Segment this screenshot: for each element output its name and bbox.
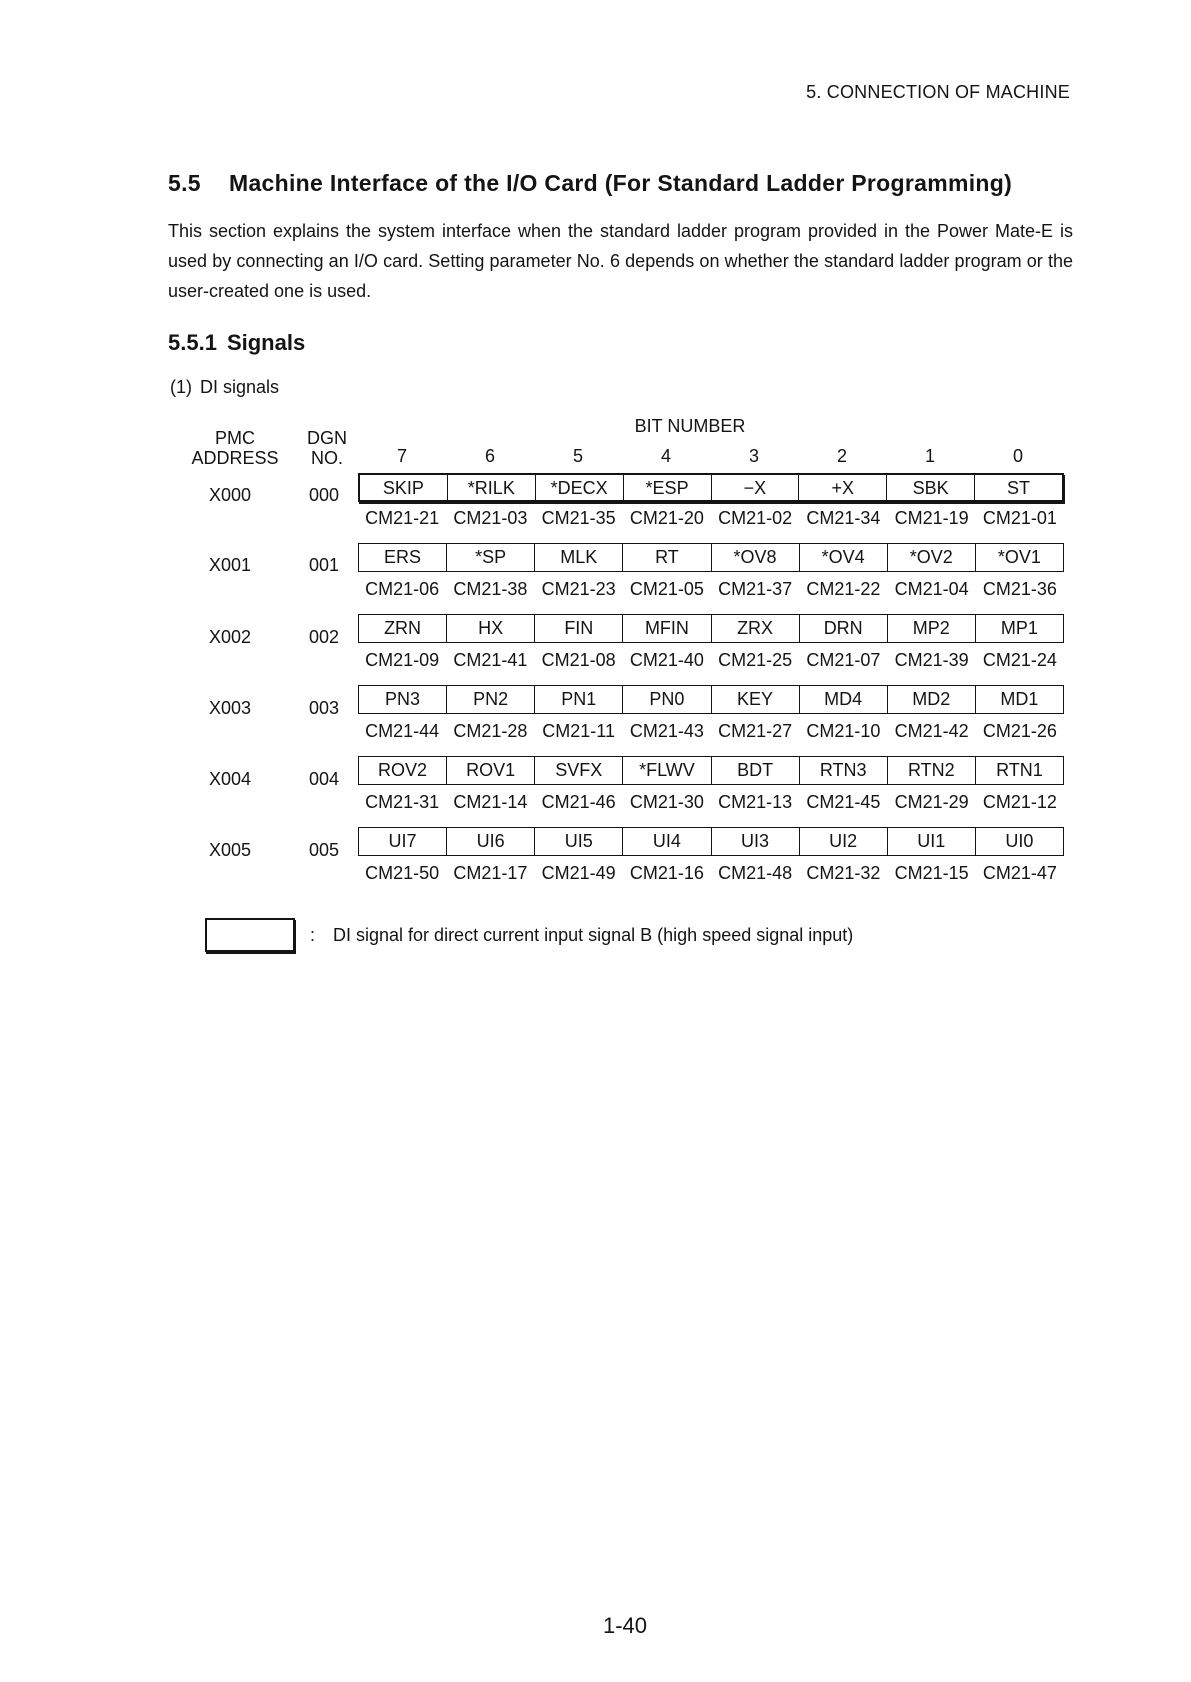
connector-pin: CM21-12 xyxy=(982,792,1057,812)
pmc-address-x001: X001 xyxy=(208,555,252,575)
connector-pin: CM21-06 xyxy=(365,579,440,599)
connector-pin: CM21-36 xyxy=(982,579,1057,599)
pmc-address-x004: X004 xyxy=(208,769,252,789)
section-title-text: Machine Interface of the I/O Card (For Standard Ladder Programming) xyxy=(229,170,1013,196)
connector-pin: CM21-42 xyxy=(894,721,969,741)
connector-pin: CM21-14 xyxy=(453,792,528,812)
dgn-no-header xyxy=(292,428,362,468)
signal-row-x005 xyxy=(358,827,1064,856)
connector-pin: CM21-09 xyxy=(365,650,440,670)
signal-cell: KEY xyxy=(712,686,800,713)
connector-pin: CM21-47 xyxy=(982,863,1057,883)
connector-pin: CM21-50 xyxy=(365,863,440,883)
signal-cell: UI3 xyxy=(712,828,800,855)
signal-cell: PN2 xyxy=(447,686,535,713)
running-header: 5. CONNECTION OF MACHINE xyxy=(806,82,1070,102)
signal-row-x003 xyxy=(358,685,1064,714)
connector-pin: CM21-20 xyxy=(629,508,704,528)
signal-cell: MD2 xyxy=(888,686,976,713)
pin-row-x005 xyxy=(358,863,1064,884)
bit-0-header: 0 xyxy=(1012,446,1023,466)
connector-pin: CM21-05 xyxy=(629,579,704,599)
section-number: 5.5 xyxy=(168,170,201,196)
pmc-address-header xyxy=(170,428,300,468)
connector-pin: CM21-40 xyxy=(629,650,704,670)
signal-cell: MD1 xyxy=(1000,689,1039,709)
connector-pin: CM21-28 xyxy=(453,721,528,741)
dgn-no-001: 001 xyxy=(308,555,340,575)
signal-cell: UI7 xyxy=(359,828,447,855)
connector-pin: CM21-11 xyxy=(542,721,615,741)
pmc-address-x000: X000 xyxy=(208,485,252,505)
connector-pin: CM21-30 xyxy=(629,792,704,812)
dgn-header-line1: DGN xyxy=(307,428,347,448)
connector-pin: CM21-24 xyxy=(982,650,1057,670)
section-title xyxy=(168,170,1012,197)
signal-cell: PN0 xyxy=(623,686,711,713)
signal-cell: *SP xyxy=(447,544,535,571)
signal-cell: PN3 xyxy=(359,686,447,713)
signal-cell: RTN1 xyxy=(996,760,1043,780)
signal-cell: PN1 xyxy=(535,686,623,713)
legend-description: DI signal for direct current input signal B (high speed signal input) xyxy=(333,925,854,945)
connector-pin: CM21-19 xyxy=(894,508,969,528)
signal-cell: *OV4 xyxy=(800,544,888,571)
list-item-number: (1) xyxy=(170,377,192,397)
signal-cell: MP1 xyxy=(1000,618,1038,638)
di-signals-label xyxy=(170,377,279,398)
pin-row-x002 xyxy=(358,650,1064,671)
bit-4-header: 4 xyxy=(660,446,671,466)
signal-cell: ZRX xyxy=(712,615,800,642)
connector-pin: CM21-08 xyxy=(541,650,616,670)
connector-pin: CM21-41 xyxy=(453,650,528,670)
pmc-address-x003: X003 xyxy=(208,698,252,718)
dgn-no-000: 000 xyxy=(308,485,340,505)
signal-cell: HX xyxy=(447,615,535,642)
signal-cell: *OV8 xyxy=(712,544,800,571)
pmc-address-x002: X002 xyxy=(208,627,252,647)
signal-cell: ST xyxy=(1007,478,1031,498)
connector-pin: CM21-37 xyxy=(718,579,793,599)
pin-row-x004 xyxy=(358,792,1064,813)
signal-cell: *OV1 xyxy=(997,547,1041,567)
signal-cell: *OV2 xyxy=(888,544,976,571)
connector-pin: CM21-32 xyxy=(806,863,881,883)
connector-pin: CM21-35 xyxy=(541,508,616,528)
signal-cell: ROV1 xyxy=(447,757,535,784)
dgn-no-004: 004 xyxy=(308,769,340,789)
connector-pin: CM21-07 xyxy=(806,650,881,670)
signal-cell: ZRN xyxy=(359,615,447,642)
signal-cell: −X xyxy=(712,475,800,500)
signal-cell: MD4 xyxy=(800,686,888,713)
dgn-no-002: 002 xyxy=(308,627,340,647)
pin-row-x000 xyxy=(358,508,1064,529)
pmc-header-line1: PMC xyxy=(215,428,255,448)
bit-5-header: 5 xyxy=(572,446,583,466)
signal-cell: *ESP xyxy=(624,475,712,500)
bit-3-header: 3 xyxy=(748,446,759,466)
connector-pin: CM21-21 xyxy=(365,508,440,528)
connector-pin: CM21-34 xyxy=(806,508,881,528)
bit-1-header: 1 xyxy=(924,446,935,466)
subsection-number: 5.5.1 xyxy=(168,330,217,355)
signal-cell: *DECX xyxy=(536,475,624,500)
connector-pin: CM21-43 xyxy=(629,721,704,741)
signal-cell: MFIN xyxy=(623,615,711,642)
bit-6-header: 6 xyxy=(484,446,495,466)
connector-pin: CM21-10 xyxy=(806,721,881,741)
signal-cell: ERS xyxy=(359,544,447,571)
pin-row-x001 xyxy=(358,579,1064,600)
pmc-address-x005: X005 xyxy=(208,840,252,860)
signal-cell: DRN xyxy=(800,615,888,642)
connector-pin: CM21-15 xyxy=(894,863,969,883)
connector-pin: CM21-39 xyxy=(894,650,969,670)
connector-pin: CM21-31 xyxy=(365,792,440,812)
legend-thick-box-swatch xyxy=(205,918,295,952)
connector-pin: CM21-25 xyxy=(718,650,793,670)
subsection-title xyxy=(168,330,305,356)
signal-cell: MLK xyxy=(535,544,623,571)
connector-pin: CM21-04 xyxy=(894,579,969,599)
connector-pin: CM21-44 xyxy=(365,721,440,741)
page-number: 1-40 xyxy=(602,1613,648,1638)
connector-pin: CM21-03 xyxy=(453,508,528,528)
signal-cell: FIN xyxy=(535,615,623,642)
connector-pin: CM21-48 xyxy=(718,863,793,883)
connector-pin: CM21-02 xyxy=(718,508,793,528)
connector-pin: CM21-22 xyxy=(806,579,881,599)
connector-pin: CM21-38 xyxy=(453,579,528,599)
connector-pin: CM21-16 xyxy=(629,863,704,883)
signal-cell: SBK xyxy=(887,475,975,500)
dgn-no-005: 005 xyxy=(308,840,340,860)
signal-cell: UI2 xyxy=(800,828,888,855)
signal-cell: ROV2 xyxy=(359,757,447,784)
signal-cell: MP2 xyxy=(888,615,976,642)
intro-paragraph: This section explains the system interface when the standard ladder program provided in the Power Mate-E is used by connecting an I/O card. Setting parameter No. 6 depends on whether the standard ladder program or the user-created one is used. xyxy=(168,221,1073,301)
signal-cell: UI4 xyxy=(623,828,711,855)
signal-cell: *RILK xyxy=(448,475,536,500)
signal-cell: RT xyxy=(623,544,711,571)
dgn-header-line2: NO. xyxy=(310,448,343,468)
pin-row-x003 xyxy=(358,721,1064,742)
signal-row-x001 xyxy=(358,543,1064,572)
signal-row-x000 xyxy=(358,473,1064,502)
legend-text xyxy=(310,925,853,946)
signal-cell: UI1 xyxy=(888,828,976,855)
connector-pin: CM21-23 xyxy=(541,579,616,599)
signal-cell: RTN2 xyxy=(888,757,976,784)
signal-cell: RTN3 xyxy=(800,757,888,784)
bit-7-header: 7 xyxy=(396,446,407,466)
pmc-header-line2: ADDRESS xyxy=(191,448,279,468)
dgn-no-003: 003 xyxy=(308,698,340,718)
connector-pin: CM21-46 xyxy=(541,792,616,812)
signal-cell: SKIP xyxy=(360,475,448,500)
connector-pin: CM21-01 xyxy=(982,508,1057,528)
signal-row-x002 xyxy=(358,614,1064,643)
signal-cell: UI6 xyxy=(447,828,535,855)
connector-pin: CM21-29 xyxy=(894,792,969,812)
connector-pin: CM21-45 xyxy=(806,792,881,812)
signal-cell: UI5 xyxy=(535,828,623,855)
connector-pin: CM21-26 xyxy=(982,721,1057,741)
signal-cell: BDT xyxy=(712,757,800,784)
subsection-title-text: Signals xyxy=(226,330,306,355)
list-item-text: DI signals xyxy=(200,377,280,397)
bit-2-header: 2 xyxy=(836,446,847,466)
legend-colon: : xyxy=(310,925,316,945)
signal-cell: *FLWV xyxy=(623,757,711,784)
signal-cell: +X xyxy=(799,475,887,500)
bit-number-header: BIT NUMBER xyxy=(634,416,746,436)
connector-pin: CM21-17 xyxy=(453,863,528,883)
connector-pin: CM21-13 xyxy=(718,792,793,812)
connector-pin: CM21-27 xyxy=(718,721,793,741)
signal-row-x004 xyxy=(358,756,1064,785)
signal-cell: UI0 xyxy=(1005,831,1034,851)
connector-pin: CM21-49 xyxy=(541,863,616,883)
signal-cell: SVFX xyxy=(535,757,623,784)
